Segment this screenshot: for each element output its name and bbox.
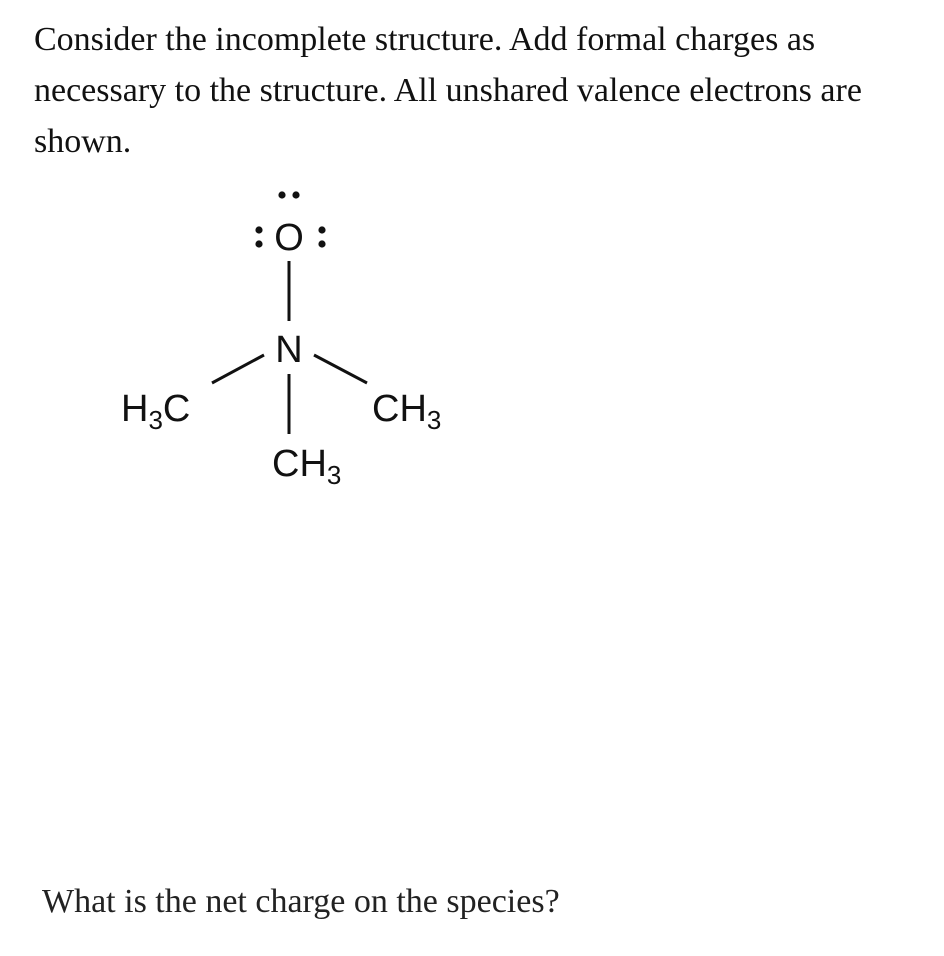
bottom-methyl-group (272, 443, 341, 490)
left-methyl-group (121, 388, 190, 435)
oxygen-lone-pair-right (318, 226, 325, 247)
oxygen-lone-pair-left (255, 226, 262, 247)
question-prompt: Consider the incomplete structure. Add formal charges as necessary to the structure. All unshared valence electrons are shown. (34, 21, 862, 160)
right-methyl-group (372, 388, 441, 435)
bottom-methyl-ch: CH (272, 443, 327, 485)
net-charge-question: What is the net charge on the species? (42, 883, 560, 920)
right-methyl-subscript: 3 (426, 405, 442, 435)
left-methyl-h: H (121, 388, 149, 430)
left-methyl-c: C (162, 388, 191, 430)
bottom-methyl-subscript: 3 (326, 460, 342, 490)
bond-nitrogen-right-methyl (314, 355, 367, 383)
nitrogen-atom: N (275, 329, 303, 371)
left-methyl-subscript: 3 (148, 405, 163, 435)
oxygen-atom: O (274, 217, 304, 259)
bond-nitrogen-left-methyl (212, 355, 264, 383)
oxygen-lone-pair-top (278, 191, 299, 198)
right-methyl-ch: CH (372, 388, 427, 430)
